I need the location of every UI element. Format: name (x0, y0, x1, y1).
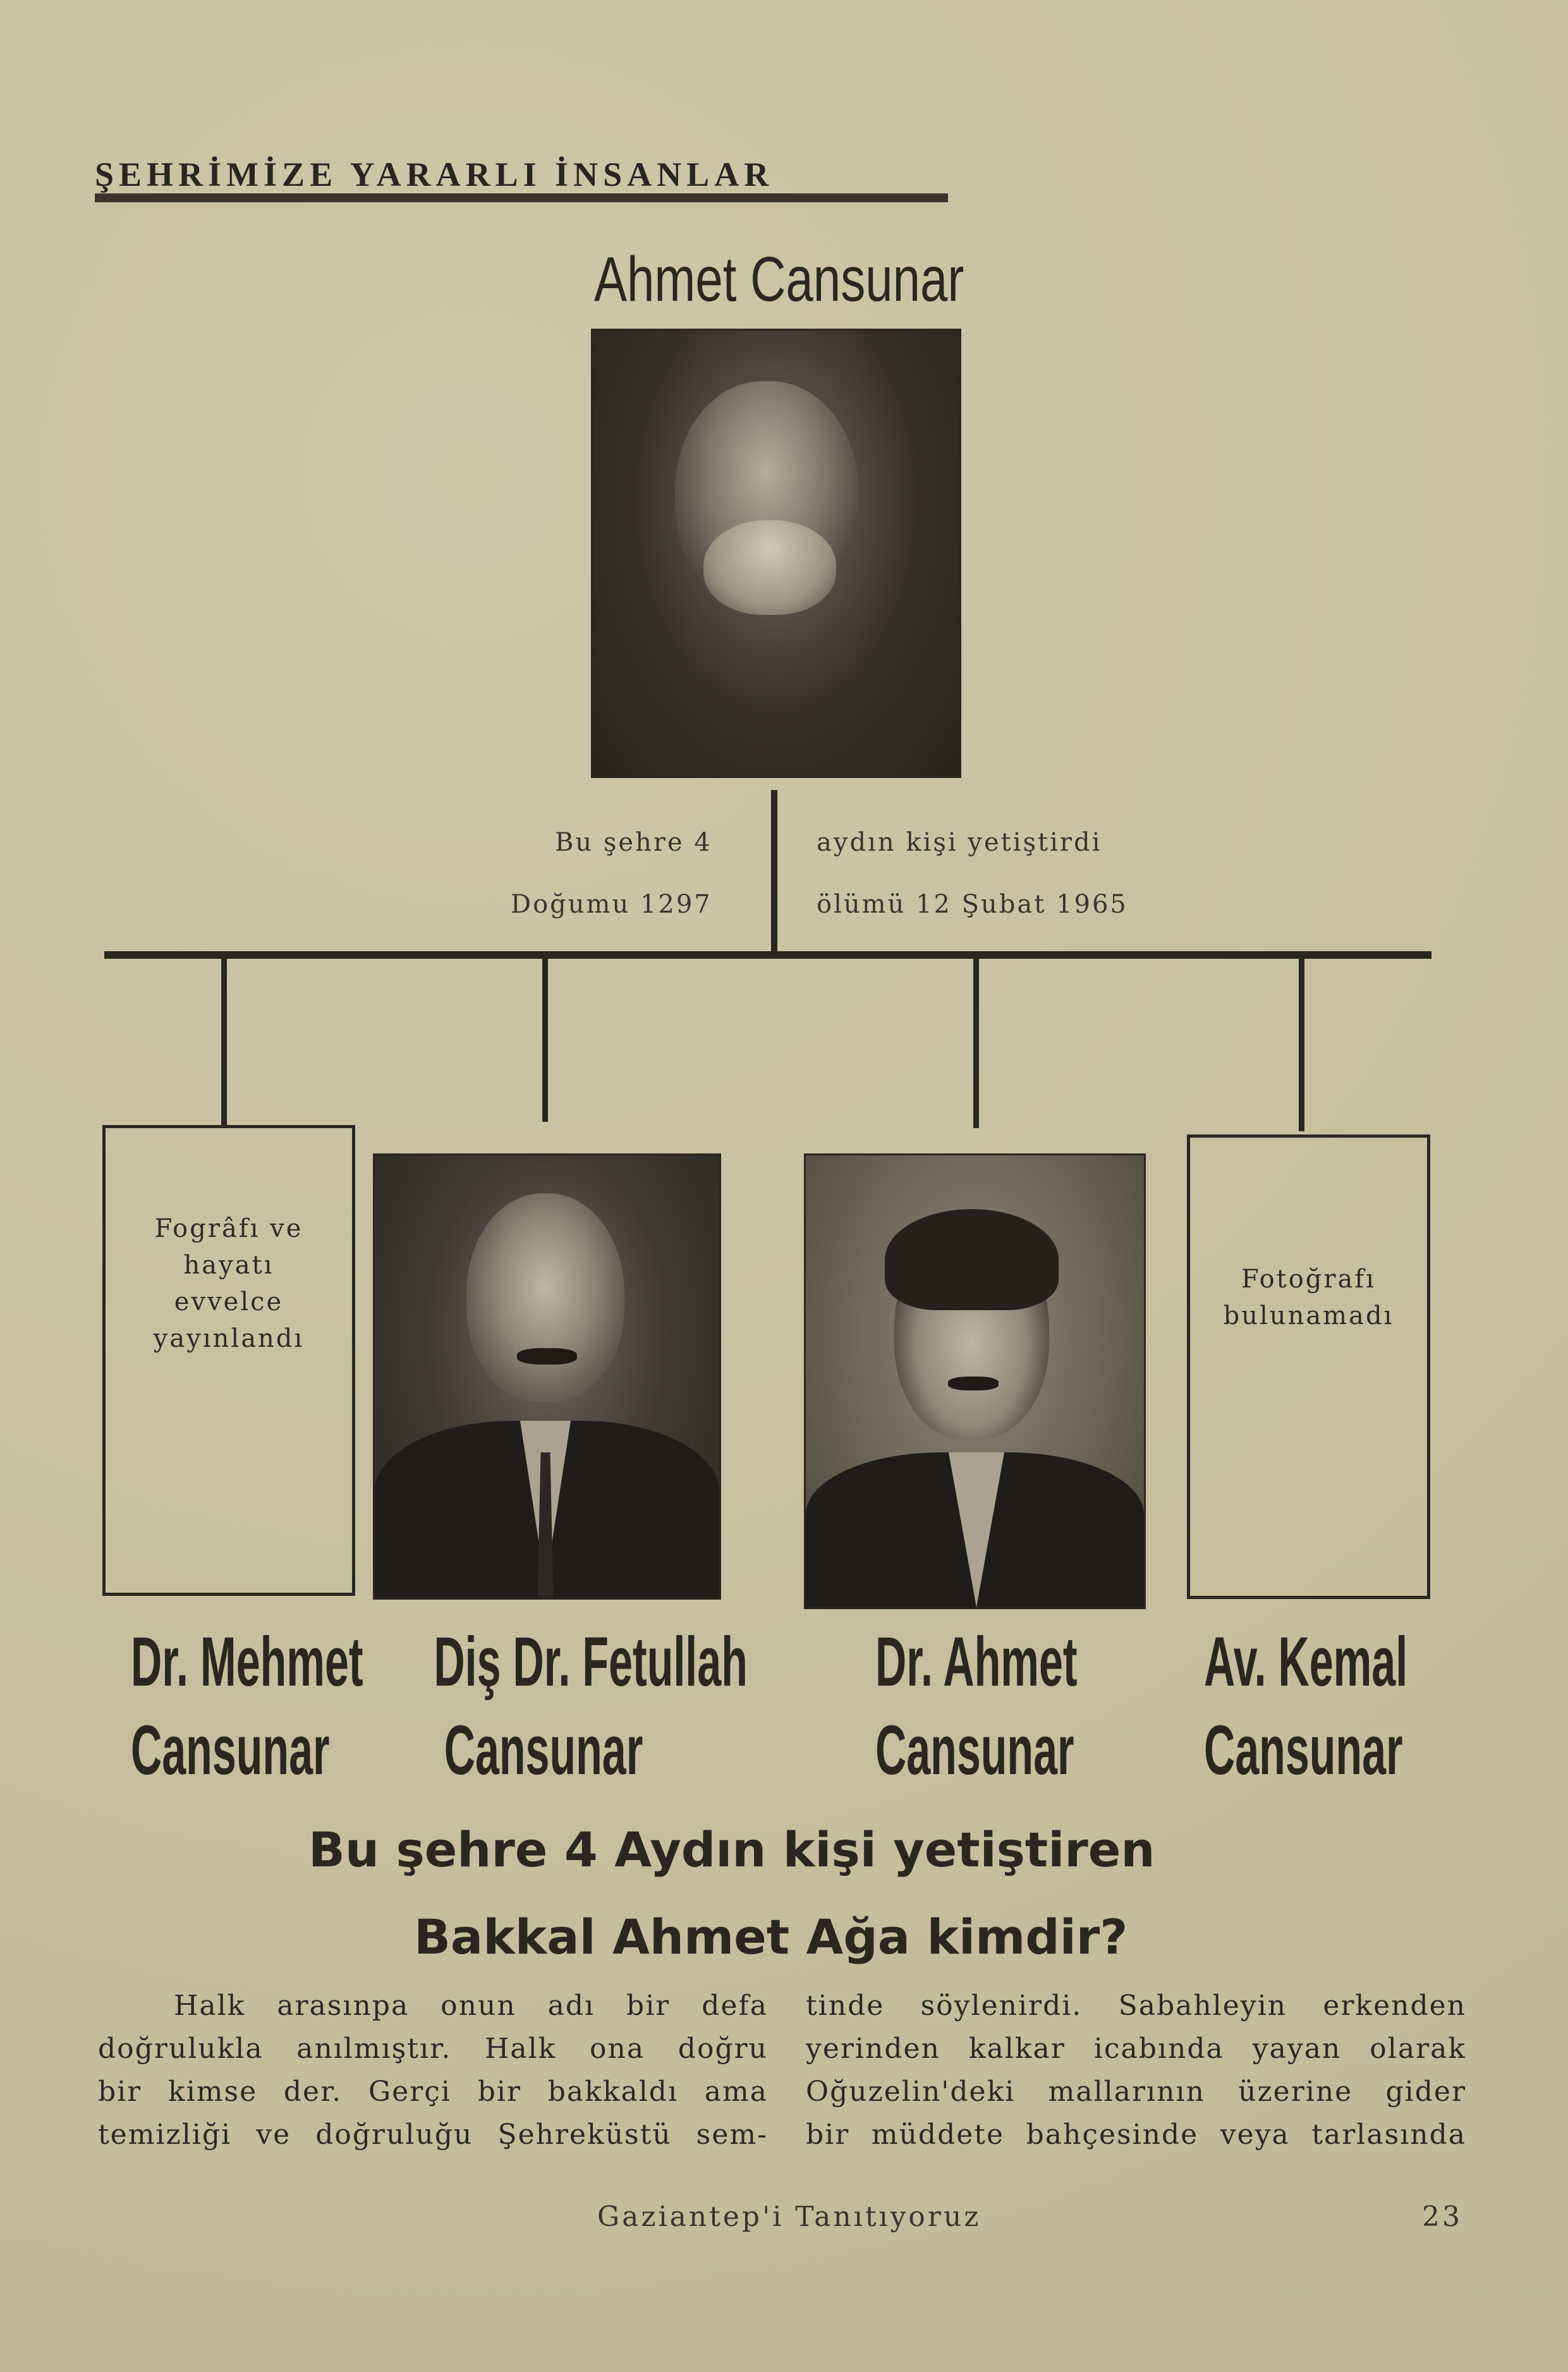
child-3-photo (804, 1153, 1146, 1609)
main-caption-left-2: Doğumu 1297 (511, 890, 712, 919)
tree-branch-2 (542, 958, 548, 1122)
body-right-line: Oğuzelin'deki mallarının üzerine gider (806, 2076, 1466, 2108)
headline-line2: Bakkal Ahmet Ağa kimdir? (414, 1909, 1128, 1965)
child-2-name-line1: Diş Dr. Fetullah (434, 1623, 748, 1701)
child-3-name-line1: Dr. Ahmet (875, 1623, 1078, 1701)
header-rule (95, 193, 948, 202)
child-2-name (434, 1618, 748, 1795)
tree-branch-1 (221, 958, 227, 1125)
tree-trunk (771, 790, 777, 958)
body-left-line: temizliği ve doğruluğu Şehreküstü sem- (98, 2119, 768, 2151)
body-column-right (806, 1985, 1466, 2156)
main-person-photo (591, 329, 961, 778)
section-header: ŞEHRİMİZE YARARLI İNSANLAR (95, 155, 774, 193)
main-caption-left-1: Bu şehre 4 (555, 828, 712, 857)
main-caption-right-1: aydın kişi yetiştirdi (817, 828, 1102, 857)
child-1-text-box (102, 1125, 355, 1596)
child-4-text-box (1187, 1134, 1430, 1599)
body-left-line: doğrulukla anılmıştır. Halk ona doğru (98, 2033, 768, 2065)
headline-line1: Bu şehre 4 Aydın kişi yetiştiren (308, 1822, 1155, 1878)
body-right-line: tinde söylenirdi. Sabahleyin erkenden (806, 1990, 1466, 2022)
child-4-box-line: bulunamadı (1223, 1301, 1394, 1330)
tree-branch-bar (104, 951, 1431, 959)
child-4-name (1204, 1618, 1408, 1795)
child-2-photo (373, 1153, 721, 1600)
footer-page-number: 23 (1422, 2201, 1462, 2233)
child-4-name-line2: Cansunar (1204, 1712, 1403, 1789)
body-right-line: yerinden kalkar icabında yayan olarak (806, 2033, 1466, 2065)
main-person-name: Ahmet Cansunar (594, 244, 964, 315)
tree-branch-3 (973, 958, 979, 1128)
child-1-name-line1: Dr. Mehmet (131, 1623, 363, 1701)
child-3-name-line2: Cansunar (875, 1712, 1074, 1789)
body-column-left (98, 1985, 768, 2156)
child-3-name (875, 1618, 1078, 1795)
child-1-name-line2: Cansunar (131, 1712, 330, 1789)
main-caption-right-2: ölümü 12 Şubat 1965 (817, 890, 1128, 919)
child-1-box-line: Fogrâfı ve (154, 1214, 303, 1243)
child-1-box-line: evvelce (174, 1287, 284, 1317)
child-1-box-line: hayatı (183, 1251, 274, 1280)
body-left-line: Halk arasınpa onun adı bir defa (174, 1990, 768, 2022)
child-1-box-line: yayınlandı (153, 1324, 305, 1353)
footer-publication: Gaziantep'i Tanıtıyoruz (597, 2201, 982, 2233)
child-1-name (131, 1618, 363, 1795)
body-left-line: bir kimse der. Gerçi bir bakkaldı ama (98, 2076, 768, 2108)
child-4-name-line1: Av. Kemal (1204, 1623, 1408, 1701)
body-right-line: bir müddete bahçesinde veya tarlasında (806, 2119, 1466, 2151)
tree-branch-4 (1299, 958, 1304, 1131)
child-4-box-line: Fotoğrafı (1241, 1265, 1376, 1294)
child-2-name-line2: Cansunar (444, 1712, 643, 1789)
